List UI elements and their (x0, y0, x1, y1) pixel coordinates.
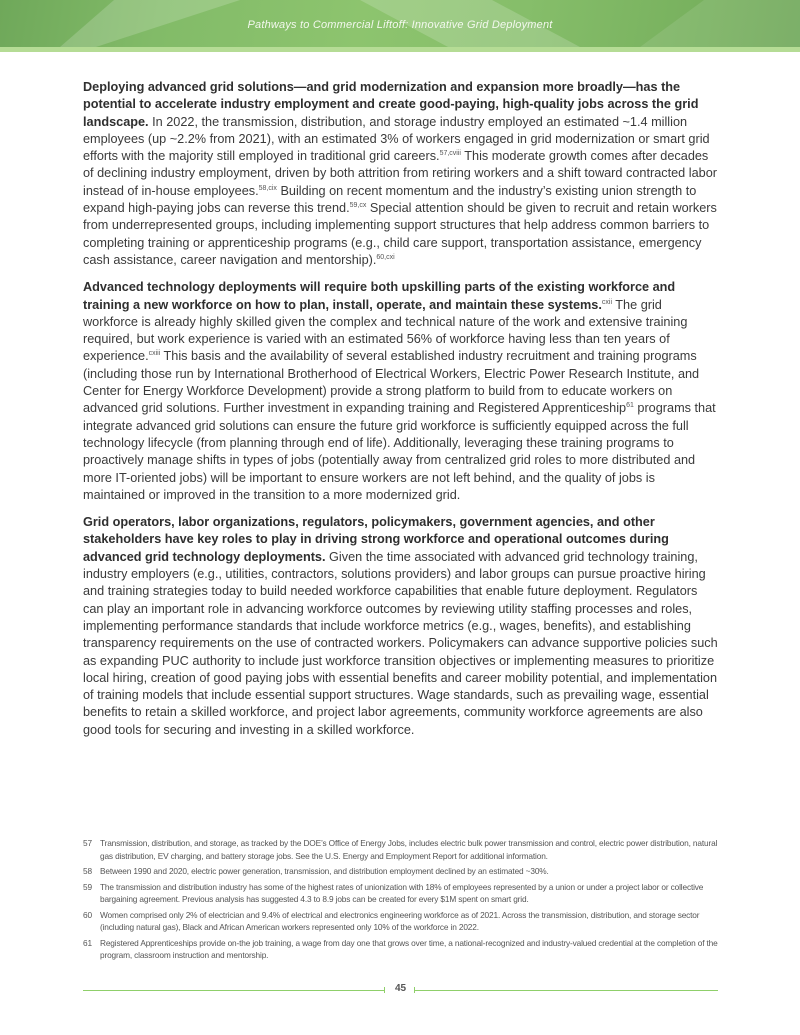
paragraph-upskilling (83, 279, 720, 504)
paragraph-lead: Deploying advanced grid solutions—and grid modernization and expansion more broadly—has the potential to accelerate industry employment and create good-paying, high-quality jobs across the grid landscape. (83, 80, 699, 129)
paragraph-text: Given the time associated with advanced grid technology training, industry employers (e.g., utilities, contractors, solutions providers) and labor groups can pursue proactive hiring and training strategies today to build needed workforce capabilities that enable future deployment. Regulators can play an important role in advancing workforce outcomes by reviewing utility staffing processes and roles, implementing performance standards that include workforce metrics (e.g., wages, benefits), and establishing transparency requirements on the use of contracted workers. Policymakers can advance supportive policies such as expanding PUC authority to include just workforce transition objectives or implementing measures to prioritize local hiring, creation of good paying jobs with essential benefits and career mobility potential, and implementation of training models that include essential support structures. Wage standards, such as prevailing wage, essential benefits to retain a skilled workforce, and project labor agreements, community workforce agreements are also good tools for securing and investing in a skilled workforce. (83, 549, 718, 737)
running-header-title: Pathways to Commercial Liftoff: Innovative Grid Deployment (247, 19, 553, 31)
footnote-text: Women comprised only 2% of electrician and 9.4% of electrical and electronics engineering workforce as of 2021. Across the transmission, distribution, and storage sector (including natural gas), Black and African American workers represented only 10% of the workforce in 2022. (100, 909, 700, 932)
footnote-ref[interactable]: cxiii (148, 350, 161, 358)
header-accent-strip (0, 47, 800, 52)
paragraph-text: In 2022, the transmission, distribution, and storage industry employed an estimated ~1.4 million employees (up ~2.2% from 2021), with an estimated 3% of workers engaged in grid modernization or smart grid efforts with the majority still employed in traditional grid careers. (83, 114, 710, 164)
paragraph-text: This basis and the availability of several established industry recruitment and training programs (including those run by International Brotherhood of Electrical Workers, Electric Power Research Institute, and Center for Energy Workforce Development) provide a strong platform to build from to educate workers on advanced grid solutions. Further investment in expanding training and Registered Apprenticeship (83, 349, 700, 416)
footnote-ref[interactable]: 60,cxi (376, 253, 395, 261)
footnote-ref[interactable]: 57,cviii (439, 150, 461, 158)
page-number: 45 (394, 983, 407, 994)
paragraph-workforce-jobs (83, 79, 720, 269)
paragraph-lead: Grid operators, labor organizations, regulators, policymakers, government agencies, and other stakeholders have key roles to play in driving strong workforce and operational outcomes during advanced grid technology deployments. (83, 515, 669, 564)
footnote-number: 57 (83, 838, 92, 848)
footnotes (83, 837, 723, 965)
paragraph-text: Special attention should be given to recruit and retain workers from underrepresented groups, including implementing support structures that help address common barriers to completing training or apprenticeship programs (e.g., child care support, transportation assistance, emergency cash assistance, career navigation and mentorship). (83, 201, 717, 267)
footnote-number: 60 (83, 909, 92, 920)
footnote-number: 59 (83, 881, 92, 892)
footnote-text: Transmission, distribution, and storage, as tracked by the DOE’s Office of Energy Jobs, includes electric bulk power transmission and control, electric power distribution, natural gas distribution, EV charging, and battery storage jobs. See the U.S. Energy and Employment Report for additional information. (100, 838, 718, 861)
paragraph-text: programs that integrate advanced grid solutions can ensure the future grid workforce is sufficiently equipped across the full technology lifecycle (from planning through end of life). Additionally, leveraging these training programs to proactively manage shifts in types of jobs (potentially away from centralized grid roles to more distributed and more IT-oriented jobs) will be important to ensure workers are not left behind, and the quality of jobs is maintained or improved in the transition to a more modernized grid. (83, 401, 716, 502)
footnote-59 (83, 881, 723, 906)
footnote-ref[interactable]: cxii (601, 298, 613, 306)
paragraph-text: Building on recent momentum and the industry’s existing union strength to expand high-paying jobs can reverse this trend. (83, 183, 697, 216)
footnote-61 (83, 937, 723, 962)
footnote-number: 61 (83, 937, 92, 948)
paragraph-lead: Advanced technology deployments will require both upskilling parts of the existing workforce and training a new workforce on how to plan, install, operate, and maintain these systems. (83, 280, 676, 312)
footnote-number: 58 (83, 866, 92, 876)
footnote-text: The transmission and distribution industry has some of the highest rates of unionization with 18% of employees represented by a union or under a project labor or collective bargaining agreement. Previous analysis has suggested 4.3 to 8.9 jobs can be created for every $1M spent on smart grid. (100, 881, 704, 904)
paragraph-stakeholder-roles (83, 514, 720, 739)
page-footer (83, 983, 718, 997)
paragraph-text: The grid workforce is already highly skilled given the complex and technical nature of the work and extensive training required, but work experience is varied with an estimated 56% of workforce having less than ten years of experience. (83, 297, 688, 364)
footnote-ref[interactable]: 61 (626, 402, 634, 410)
body-text (83, 79, 720, 749)
footnote-58 (83, 865, 723, 878)
header-banner (0, 0, 800, 47)
footnote-ref[interactable]: 58,cix (258, 184, 277, 192)
footnote-ref[interactable]: 59,cx (349, 202, 367, 210)
footnote-text: Between 1990 and 2020, electric power generation, transmission, and distribution employment declined by an estimated ~30%. (100, 866, 549, 876)
footnote-text: Registered Apprenticeships provide on-the job training, a wage from day one that grows over time, a national-recognized and industry-valued credential at the completion of the program, classroom instruction and mentorship. (100, 937, 718, 960)
footnote-57 (83, 837, 723, 862)
footnote-60 (83, 909, 723, 934)
paragraph-text: This moderate growth comes after decades of declining industry employment, driven by both attrition from retiring workers and a shift toward contracted labor instead of in-house employees. (83, 149, 717, 198)
